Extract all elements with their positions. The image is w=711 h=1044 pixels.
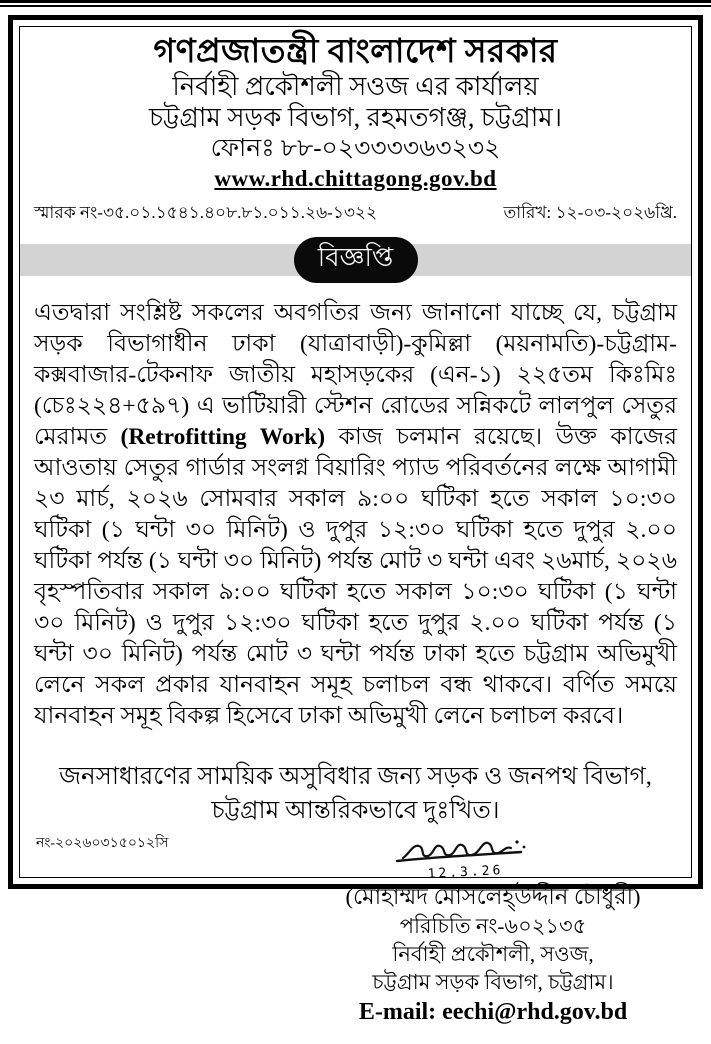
body-text-part2: কাজ চলমান রয়েছে। উক্ত কাজের আওতায় সেতুর গার্ডার সংলগ্ন বিয়ারিং প্যাড পরিবর্তনের লক্ষে আগামী ২৩ মার্চ, ২০২৬ সোমবার সকাল ৯:০০ ঘটিকা হতে সকাল ১০:৩০ ঘটিকা (১ ঘন্টা ৩০ মিনিট) ও দুপুর ১২:৩০ ঘটিকা হতে দুপুর ২.০০ ঘটিকা পর্যন্ত (১ ঘন্টা ৩০ মিনিট) পর্যন্ত মোট ৩ ঘন্টা এবং ২৬মার্চ, ২০২৬ বৃহস্পতিবার সকাল ৯:০০ ঘটিকা হতে সকাল ১০:৩০ ঘটিকা (১ ঘন্টা ৩০ মিনিট) ও দুপুর ১২:৩০ ঘটিকা হতে দুপুর ২.০০ ঘটিকা পর্যন্ত (১ ঘন্টা ৩০ মিনিট) পর্যন্ত মোট ৩ ঘন্টা পর্যন্ত ঢাকা হতে চট্টগ্রাম অভিমুখী লেনে সকল প্রকার যানবাহন সমূহ চলাচল বন্ধ থাকবে। বর্ণিত সময়ে যানবাহন সমূহ বিকল্প হিসেবে ঢাকা অভিমুখী লেনে চলাচল করবে। xyxy=(34,424,677,729)
apology-line-2: চট্টগ্রাম আন্তরিকভাবে দুঃখিত। xyxy=(211,797,500,824)
signatory-name: (মোহাম্মদ মোসলেহ্উদ্দীন চৌধুরী) xyxy=(345,884,641,909)
website-link: www.rhd.chittagong.gov.bd xyxy=(214,166,497,191)
inner-border-frame xyxy=(19,26,692,1025)
phone-number: ফোনঃ ৮৮-০২৩৩৩৩৬৩২৩২ xyxy=(210,135,501,162)
letterhead xyxy=(34,33,677,193)
notice-badge: বিজ্ঞপ্তি xyxy=(294,237,418,283)
top-bar-thin xyxy=(0,5,711,7)
body-text-part1: এতদ্বারা সংশ্লিষ্ট সকলের অবগতির জন্য জানানো যাচ্ছে যে, চট্টগ্রাম সড়ক বিভাগাধীন ঢাকা (যাত্রাবাড়ী)-কুমিল্লা (ময়নামতি)-চট্টগ্রাম-কক্সবাজার-টেকনাফ জাতীয় মহাসড়কের (এন-১) ২২৫তম কিঃমিঃ (চেঃ২২৪+৫৯৭) এ ভাটিয়ারী স্টেশন রোডের সন্নিকটে লালপুল সেতুর মেরামত xyxy=(34,300,677,450)
footer-reference-number: নং-২০২৬০৩১৫০১২সি xyxy=(36,836,169,851)
signature-block xyxy=(313,834,673,1028)
signatory-designation: নির্বাহী প্রকৌশলী, সওজ, xyxy=(392,942,594,966)
cropped-box-above-edge xyxy=(0,0,711,7)
body-text-english: (Retrofitting Work) xyxy=(120,424,326,450)
memo-number: স্মারক নং-৩৫.০১.১৫৪১.৪০৮.৮১.০১১.২৬-১৩২২ xyxy=(34,203,378,222)
government-title: গণপ্রজাতন্ত্রী বাংলাদেশ সরকার xyxy=(153,34,558,70)
division-address: চট্টগ্রাম সড়ক বিভাগ, রহমতগঞ্জ, চট্টগ্রাম। xyxy=(148,103,562,132)
notice-body-paragraph xyxy=(34,298,677,732)
signature-area xyxy=(34,834,677,1044)
notice-document-box xyxy=(8,15,703,1025)
apology-text xyxy=(34,760,677,828)
memo-date-row xyxy=(34,200,677,228)
signatory-organization: চট্টগ্রাম সড়ক বিভাগ, চট্টগ্রাম। xyxy=(372,970,614,994)
office-name: নির্বাহী প্রকৌশলী সওজ এর কার্যালয় xyxy=(172,72,539,101)
signature-handwritten-date: 12.3.26 xyxy=(427,863,504,882)
signatory-email: E-mail: eechi@rhd.gov.bd xyxy=(358,999,628,1025)
signatory-id-number: পরিচিতি নং-৬০২১৩৫ xyxy=(399,914,587,938)
notice-heading-band xyxy=(20,244,691,276)
apology-line-1: জনসাধারণের সাময়িক অসুবিধার জন্য সড়ক ও জনপথ বিভাগ, xyxy=(59,763,652,790)
issue-date: তারিখ: ১২-০৩-২০২৬খ্রি. xyxy=(503,203,677,222)
